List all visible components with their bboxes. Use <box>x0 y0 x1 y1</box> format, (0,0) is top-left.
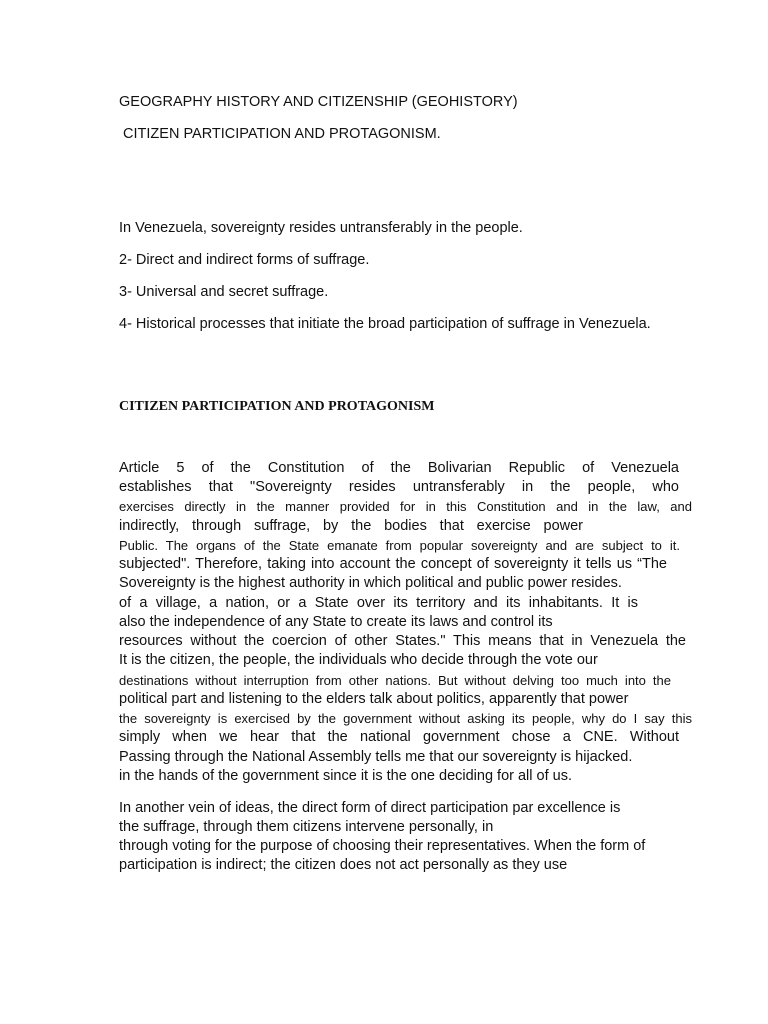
paragraph-line: In another vein of ideas, the direct form of direct participation par excellence is <box>119 800 621 816</box>
list-item: 3- Universal and secret suffrage. <box>119 284 329 300</box>
document-title: GEOGRAPHY HISTORY AND CITIZENSHIP (GEOHISTORY) <box>119 94 518 110</box>
paragraph-line: of a village, a nation, or a State over its territory and its inhabitants. It is <box>119 595 638 611</box>
paragraph-line: exercises directly in the manner provided for in this Constitution and in the law, and <box>119 499 692 514</box>
paragraph-line: Passing through the National Assembly tells me that our sovereignty is hijacked. <box>119 749 633 765</box>
paragraph-line: Public. The organs of the State emanate from popular sovereignty and are subject to it. <box>119 538 680 553</box>
paragraph-line: subjected". Therefore, taking into account the concept of sovereignty it tells us “The <box>119 556 667 572</box>
document-subtitle: CITIZEN PARTICIPATION AND PROTAGONISM. <box>119 126 441 142</box>
section-heading: CITIZEN PARTICIPATION AND PROTAGONISM <box>119 399 435 414</box>
list-item: 4- Historical processes that initiate the broad participation of suffrage in Venezuela. <box>119 316 651 332</box>
paragraph-line: the sovereignty is exercised by the government without asking its people, why do I say this <box>119 711 692 726</box>
paragraph-line: Article 5 of the Constitution of the Bolivarian Republic of Venezuela <box>119 460 679 476</box>
paragraph-line: Sovereignty is the highest authority in which political and public power resides. <box>119 575 622 591</box>
paragraph-line: in the hands of the government since it is the one deciding for all of us. <box>119 768 572 784</box>
paragraph-line: destinations without interruption from other nations. But without delving too much into the <box>119 673 671 688</box>
list-item: 2- Direct and indirect forms of suffrage. <box>119 252 370 268</box>
paragraph-line: political part and listening to the elders talk about politics, apparently that power <box>119 691 629 707</box>
paragraph-line: through voting for the purpose of choosing their representatives. When the form of <box>119 838 646 854</box>
paragraph-line: resources without the coercion of other States." This means that in Venezuela the <box>119 633 686 649</box>
paragraph-line: indirectly, through suffrage, by the bodies that exercise power <box>119 518 583 534</box>
list-item: In Venezuela, sovereignty resides untransferably in the people. <box>119 220 523 236</box>
paragraph-line: also the independence of any State to create its laws and control its <box>119 614 553 630</box>
paragraph-line: the suffrage, through them citizens intervene personally, in <box>119 819 494 835</box>
paragraph-line: It is the citizen, the people, the individuals who decide through the vote our <box>119 652 598 668</box>
paragraph-line: participation is indirect; the citizen does not act personally as they use <box>119 857 568 873</box>
paragraph-line: establishes that "Sovereignty resides untransferably in the people, who <box>119 479 679 495</box>
paragraph-line: simply when we hear that the national government chose a CNE. Without <box>119 729 679 745</box>
